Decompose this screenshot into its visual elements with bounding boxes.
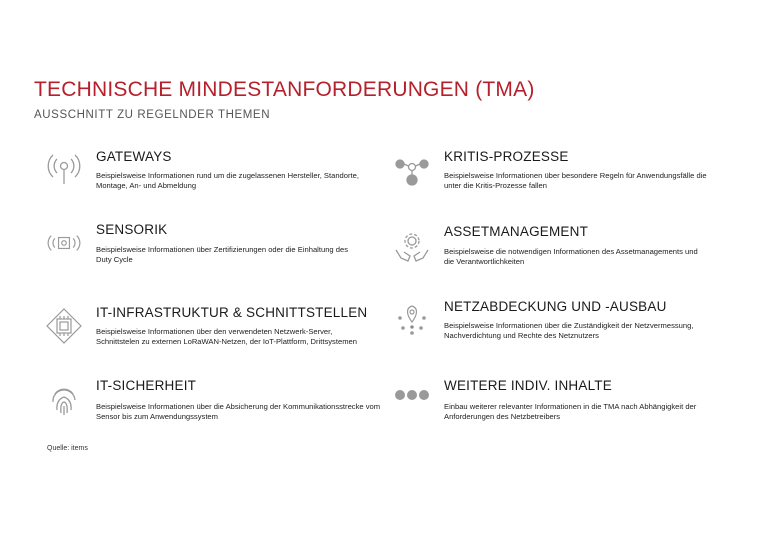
topic-description: Beispielsweise Informationen über besondere Regeln für Anwendungsfälle die unter die Kritis-Prozesse fallen: [444, 171, 707, 190]
topic-title: ASSETMANAGEMENT: [444, 224, 589, 239]
asset-hands-gear-icon: [392, 228, 432, 268]
sensor-signal-icon: [44, 223, 84, 263]
topic-description: Einbau weiterer relevanter Informationen in die TMA nach Abhängigkeit der Anforderungen des Netzbetreibers: [444, 402, 697, 421]
topic-title: KRITIS-PROZESSE: [444, 149, 569, 164]
topic-title: SENSORIK: [96, 222, 168, 237]
topic-description: Beispielsweise Informationen über die Zuständigkeit der Netzvermessung, Nachverdichtung und Rechte des Netznutzers: [444, 321, 694, 340]
gateway-antenna-icon: [44, 148, 84, 188]
topic-description: Beispielsweise Informationen rund um die zugelassenen Hersteller, Standorte, Montage, An- und Abmeldung: [96, 171, 359, 190]
coverage-location-icon: [392, 300, 432, 340]
process-nodes-icon: [392, 150, 432, 190]
page-subtitle: AUSSCHNITT ZU REGELNDER THEMEN: [34, 109, 271, 121]
page-title: TECHNISCHE MINDESTANFORDERUNGEN (TMA): [34, 78, 535, 101]
infrastructure-chip-icon: [44, 306, 84, 346]
topic-description: Beispielsweise Informationen über die Absicherung der Kommunikationsstrecke vom Sensor bis zum Anwendungssystem: [96, 402, 381, 421]
more-dots-icon: [392, 375, 432, 415]
topic-description: Beispielsweise Informationen über den verwendeten Netzwerk-Server, Schnittstelen zu externen LoRaWAN-Netzen, der IoT-Plattform, Drittsystemen: [96, 327, 357, 346]
topic-title: WEITERE INDIV. INHALTE: [444, 378, 612, 393]
source-note: Quelle: items: [47, 445, 88, 452]
fingerprint-icon: [44, 380, 84, 420]
topic-title: IT-SICHERHEIT: [96, 378, 197, 393]
topic-title: NETZABDECKUNG UND -AUSBAU: [444, 299, 667, 314]
topic-title: GATEWAYS: [96, 149, 172, 164]
topic-title: IT-INFRASTRUKTUR & SCHNITTSTELLEN: [96, 305, 368, 320]
topic-description: Beispielsweise Informationen über Zertifizierungen oder die Einhaltung des Duty Cycle: [96, 245, 349, 264]
topic-description: Beispielsweise die notwendigen Informationen des Assetmanagements und die Verantwortlichkeiten: [444, 247, 698, 266]
